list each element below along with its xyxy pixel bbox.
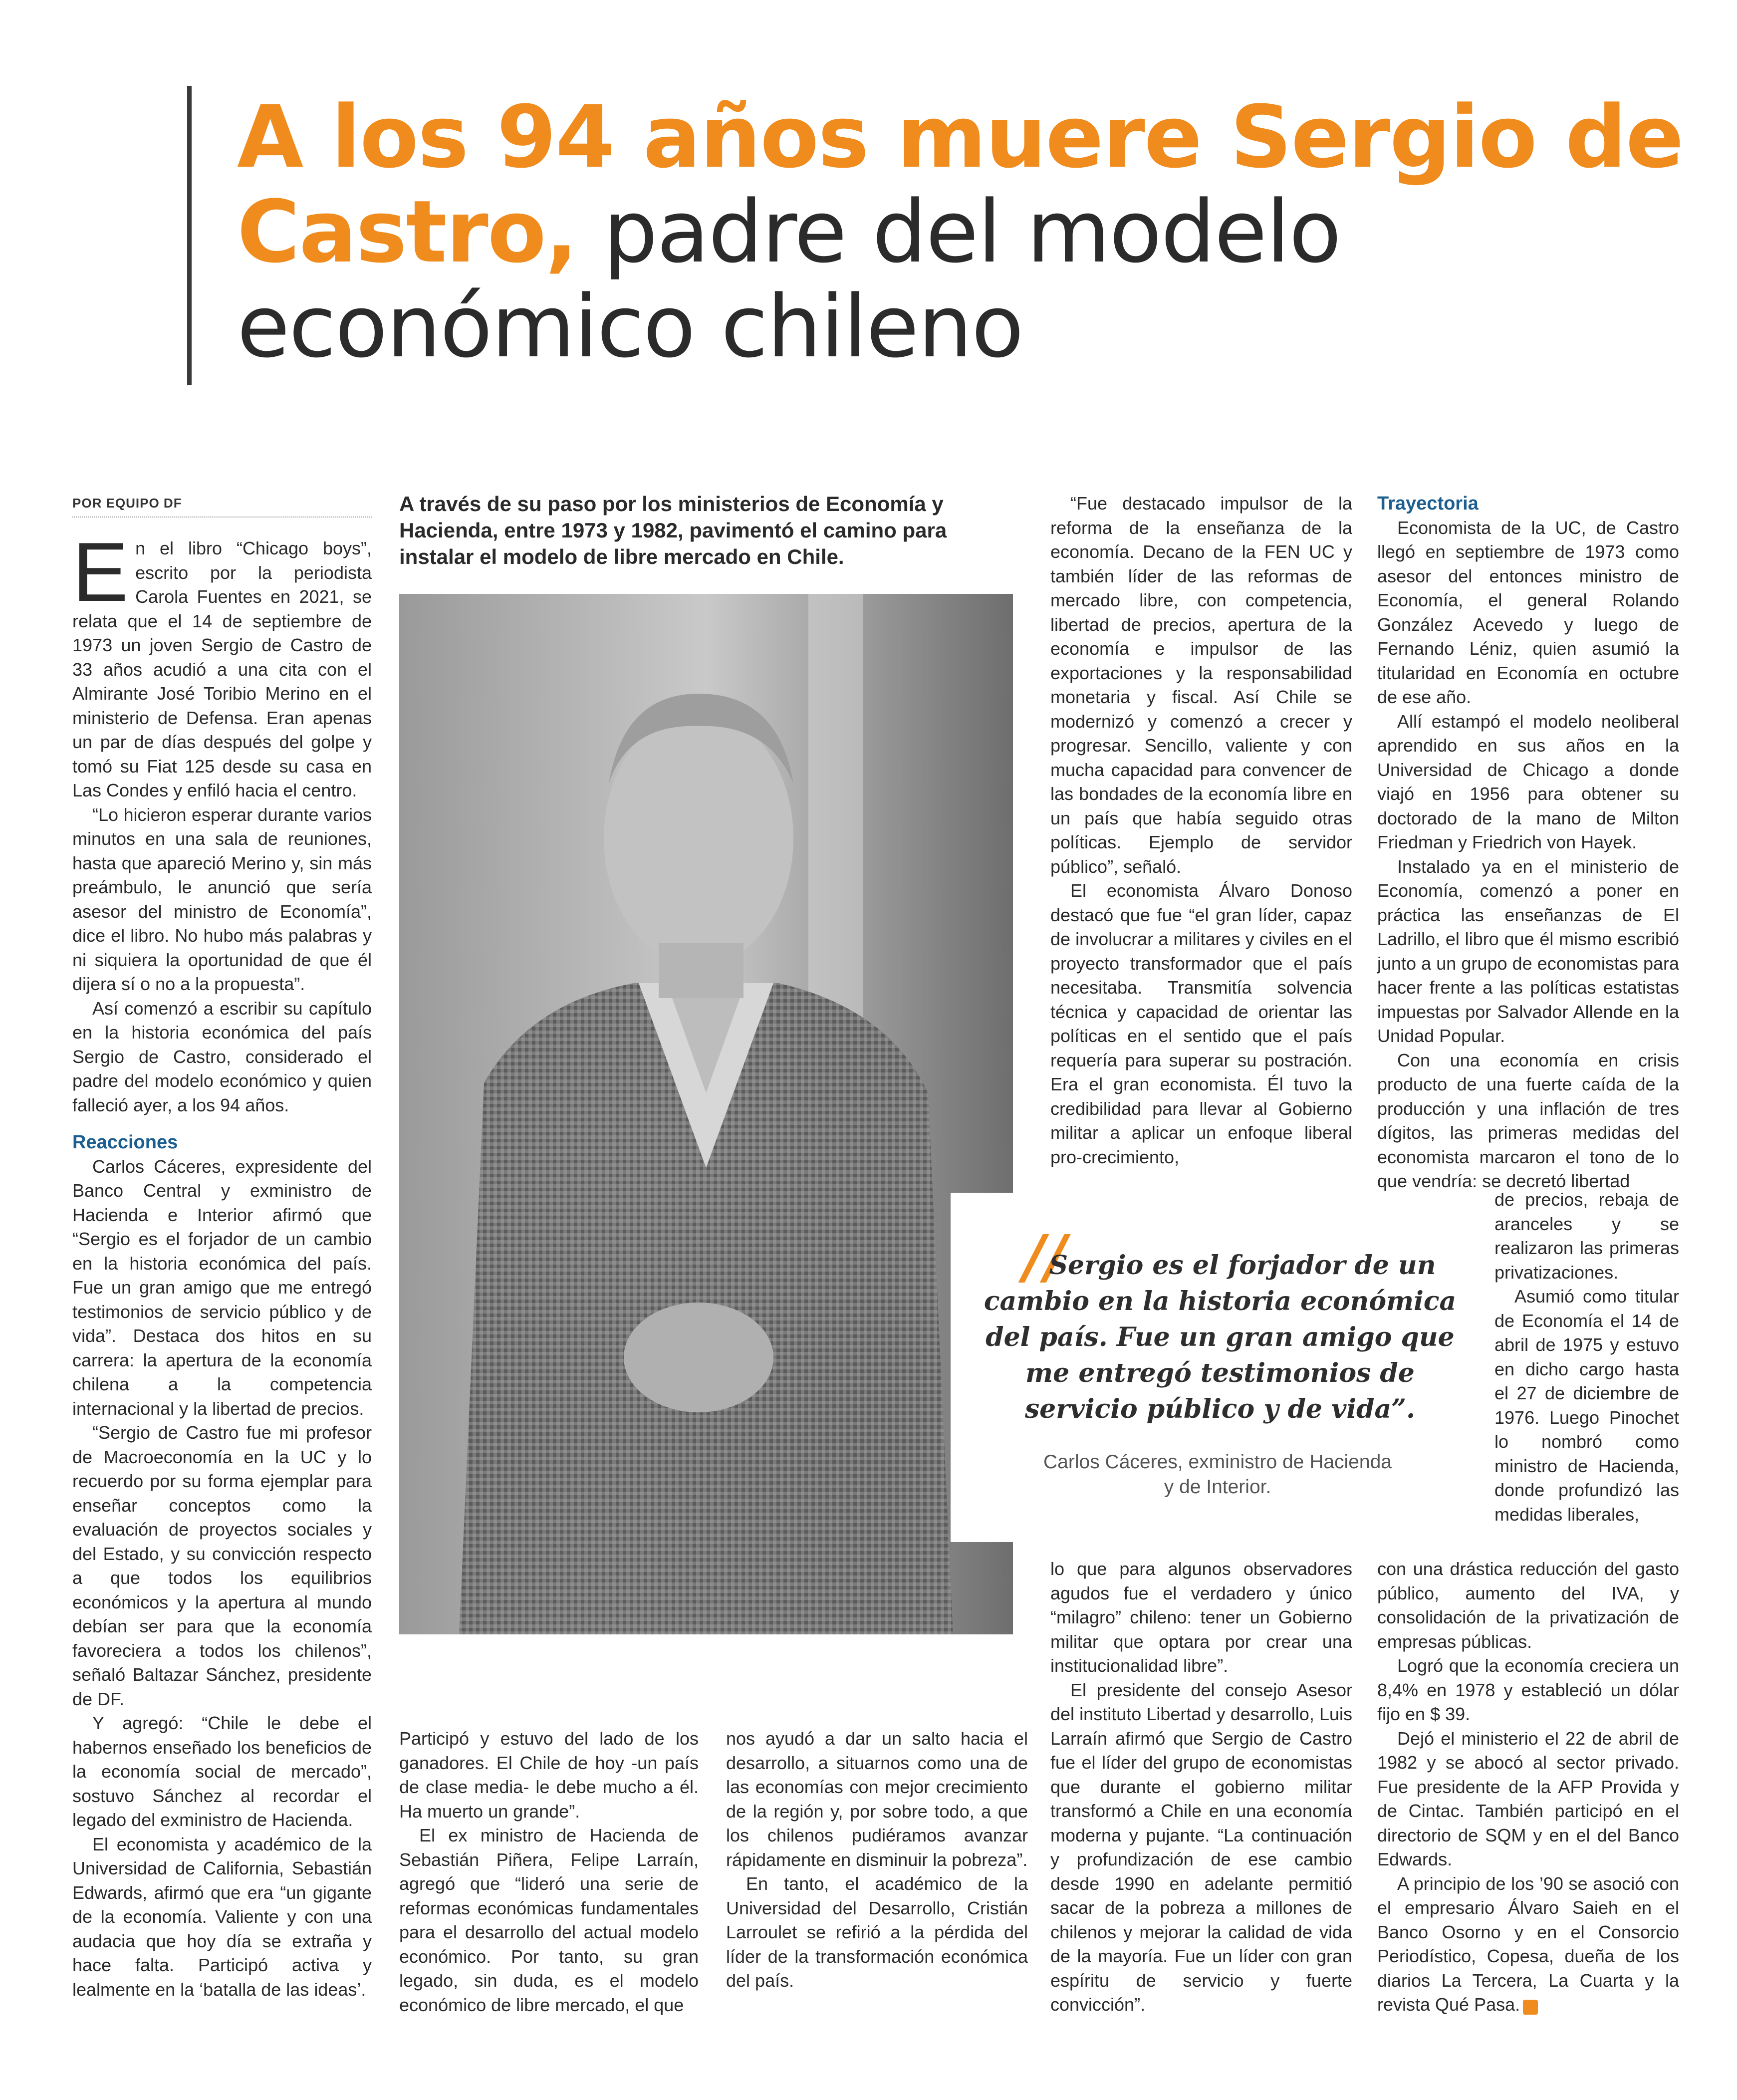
article-paragraph: Instalado ya en el ministerio de Economía, comenzó a poner en práctica las enseñanzas de El Ladrillo, el libro que él mismo escribió junto a un grupo de economistas para hacer frente a las políticas estatistas impuestas por Salvador Allende en la Unidad Popular. (1377, 856, 1679, 1046)
article-paragraph: Asumió como titular de Economía el 14 de abril de 1975 y estuvo en dicho cargo hasta el 27 de diciembre de 1976. Luego Pinochet lo nombró como ministro de Hacienda, donde profundizó las medidas liberales, (1494, 1286, 1679, 1525)
article-paragraph: de precios, rebaja de aranceles y se realizaron las primeras privatizaciones. (1494, 1189, 1679, 1283)
byline: POR EQUIPO DF (72, 496, 182, 511)
article-paragraph: Allí estampó el modelo neoliberal aprendido en sus años en la Universidad de Chicago a donde viajó en 1956 para obtener su doctorado de la mano de Milton Friedman y Friedrich von Hayek. (1377, 711, 1679, 852)
article-column-5 (1377, 492, 1679, 1194)
pull-quote-body: Sergio es el forjador de un cambio en la historia económica del país. Fue un gran amigo que me entregó testimonios de servicio público y de vida”. (984, 1250, 1457, 1424)
article-paragraph: lo que para algunos observadores agudos fue el verdadero y único “milagro” chileno: tener un Gobierno militar que optara por crear una institucionalidad libre”. (1050, 1559, 1352, 1676)
article-paragraph: En tanto, el académico de la Universidad del Desarrollo, Cristián Larroulet se refirió a la pérdida del líder de la transformación económica del país. (726, 1873, 1028, 1991)
article-paragraph: El economista y académico de la Universidad de California, Sebastián Edwards, afirmó que era “un gigante de la economía. Valiente y con una audacia que hoy día se extraña y hace falta. Participó activa y lealmente en la ‘batalla de las ideas’. (72, 1834, 372, 2000)
article-paragraph: Con una economía en crisis producto de una fuerte caída de la producción y una inflación de tres dígitos, las primeras medidas del economista marcaron el tono de lo que vendría: se decretó libertad (1377, 1050, 1679, 1191)
article-column-4-top (1050, 492, 1352, 1169)
subhead-reacciones: Reacciones (72, 1132, 178, 1153)
article-paragraph: Logró que la economía creciera un 8,4% en 1978 y estableció un dólar fijo en $ 39. (1377, 1655, 1679, 1724)
article-column-5-narrow (1494, 1188, 1679, 1527)
article-paragraph: con una drástica reducción del gasto público, aumento del IVA, y consolidación de la privatización de empresas públicas. (1377, 1559, 1679, 1652)
headline-highlight: A los 94 años muere Sergio de Castro, (237, 87, 1683, 282)
article-paragraph: Dejó el ministerio el 22 de abril de 1982 y se abocó al sector privado. Fue presidente de la AFP Provida y de Cintac. También participó en el directorio de SQM y en el del Banco Edwards. (1377, 1728, 1679, 1869)
article-paragraph: “Lo hicieron esperar durante varios minutos en una sala de reuniones, hasta que apareció Merino y, sin más preámbulo, le anunció que sería asesor del ministro de Economía”, dice el libro. No hubo más palabras y ni siquiera la oportunidad de que él dijera sí o no a la propuesta”. (72, 804, 372, 994)
article-column-5-bottom (1377, 1557, 1679, 2017)
portrait-photo (399, 594, 1013, 1634)
pull-quote-text (981, 1248, 1460, 1427)
lead-paragraph: A través de su paso por los ministerios de Economía y Hacienda, entre 1973 y 1982, pavimentó el camino para instalar el modelo de libre mercado en Chile. (399, 492, 947, 568)
article-paragraph: Carlos Cáceres, expresidente del Banco Central y exministro de Hacienda e Interior afirmó que “Sergio es el forjador de un cambio en la historia económica del país. Fue un gran amigo que me entregó testimonios de servicio público y de vida”. Destaca dos hitos en su carrera: la apertura de la economía chilena a la competencia internacional y la libertad de precios. (72, 1156, 372, 1419)
portrait-illustration (399, 594, 1013, 1634)
article-paragraph: El ex ministro de Hacienda de Sebastián Piñera, Felipe Larraín, agregó que “lideró una serie de reformas económicas fundamentales para el desarrollo del actual modelo económico. Por tanto, su gran legado, sin duda, es el modelo económico de libre mercado, el que (399, 1825, 699, 2015)
article-paragraph: El economista Álvaro Donoso destacó que fue “el gran líder, capaz de involucrar a militares y civiles en el proyecto transformador que el país necesitaba. Transmitía solvencia técnica y capacidad de orientar las políticas en el sentido que el país requería para superar su postración. Era el gran economista. Él tuvo la credibilidad para llevar al Gobierno militar a aplicar un enfoque liberal pro-crecimiento, (1050, 880, 1352, 1167)
quote-mark-icon: // (1023, 1222, 1066, 1291)
subhead-trayectoria: Trayectoria (1377, 493, 1479, 514)
article-column-2 (399, 1727, 699, 2017)
opening-text: n el libro “Chicago boys”, escrito por la periodista Carola Fuentes en 2021, se relata que el 14 de septiembre de 1973 un joven Sergio de Castro de 33 años acudió a una cita con el Almirante José Toribio Merino en el ministerio de Defensa. Eran apenas un par de días después del golpe y tomó su Fiat 125 desde su casa en Las Condes y enfiló hacia el centro. (72, 538, 372, 800)
pull-quote-attribution: Carlos Cáceres, exministro de Hacienda y de Interior. (1043, 1451, 1392, 1498)
article-column-4-bottom (1050, 1557, 1352, 2017)
article-paragraph: Participó y estuvo del lado de los ganadores. El Chile de hoy -un país de clase media- le debe mucho a él. Ha muerto un grande”. (399, 1728, 699, 1822)
article-paragraph (1377, 1872, 1679, 2017)
article-paragraph: Economista de la UC, de Castro llegó en septiembre de 1973 como asesor del entonces ministro de Economía, el general Rolando González Acevedo y luego de Fernando Léniz, quien asumió la titularidad en Economía en octubre de ese año. (1377, 517, 1679, 707)
headline-rule (187, 86, 192, 385)
article-paragraph: Y agregó: “Chile le debe el habernos enseñado los beneficios de la economía social de mercado”, sostuvo Sánchez al recordar el legado del exministro de Hacienda. (72, 1713, 372, 1830)
headline (237, 87, 1684, 377)
article-paragraph: “Sergio de Castro fue mi profesor de Macroeconomía en la UC y lo recuerdo por su forma ejemplar para enseñar conceptos como la evaluación de proyectos sociales y del Estado, y su convicción respecto a que todos los equilibrios económicos y la apertura al mundo debían ser para que la economía favoreciera a todos los chilenos”, señaló Baltazar Sánchez, presidente de DF. (72, 1422, 372, 1709)
article-paragraph: “Fue destacado impulsor de la reforma de la enseñanza de la economía. Decano de la FEN UC y también líder de las reformas de mercado libre, con competencia, libertad de precios, apertura de la economía e impulsor de las exportaciones y la responsabilidad monetaria y fiscal. Así Chile se modernizó y comenzó a crecer y progresar. Sencillo, valiente y con mucha capacidad para convencer de las bondades de la economía libre en un país que había seguido otras políticas. Ejemplo de servidor público”, señaló. (1050, 493, 1352, 877)
article-paragraph: Así comenzó a escribir su capítulo en la historia económica del país Sergio de Castro, considerado el padre del modelo económico y quien falleció ayer, a los 94 años. (72, 998, 372, 1115)
article-paragraph (72, 525, 372, 803)
article-paragraph: El presidente del consejo Asesor del instituto Libertad y desarrollo, Luis Larraín afirmó que Sergio de Castro fue el líder del grupo de economistas que durante el gobierno militar transformó a Chile en una economía moderna y pujante. “La continuación y profundización de ese cambio desde 1990 en adelante permitió sacar de la pobreza a millones de chilenos y mejorar la calidad de vida de la mayoría. Fue un líder con gran espíritu de servicio y fuerte convicción”. (1050, 1679, 1352, 2015)
closing-text: A principio de los ’90 se asoció con el empresario Álvaro Saieh en el Banco Osorno y en el Consorcio Periodístico, Copesa, dueña de los diarios La Tercera, La Cuarta y la revista Qué Pasa. (1377, 1873, 1679, 2015)
article-paragraph: nos ayudó a dar un salto hacia el desarrollo, a situarnos como una de las economías con mejor crecimiento de la región y, por sobre todo, a que los chilenos pudiéramos avanzar rápidamente en disminuir la pobreza”. (726, 1728, 1028, 1870)
article-column-1 (72, 525, 372, 2002)
drop-cap: E (72, 525, 129, 619)
end-mark-icon: S (1523, 2000, 1538, 2015)
byline-divider (72, 517, 372, 518)
headline-rest: padre del modelo económico chileno (237, 182, 1341, 377)
article-column-3 (726, 1727, 1028, 1993)
